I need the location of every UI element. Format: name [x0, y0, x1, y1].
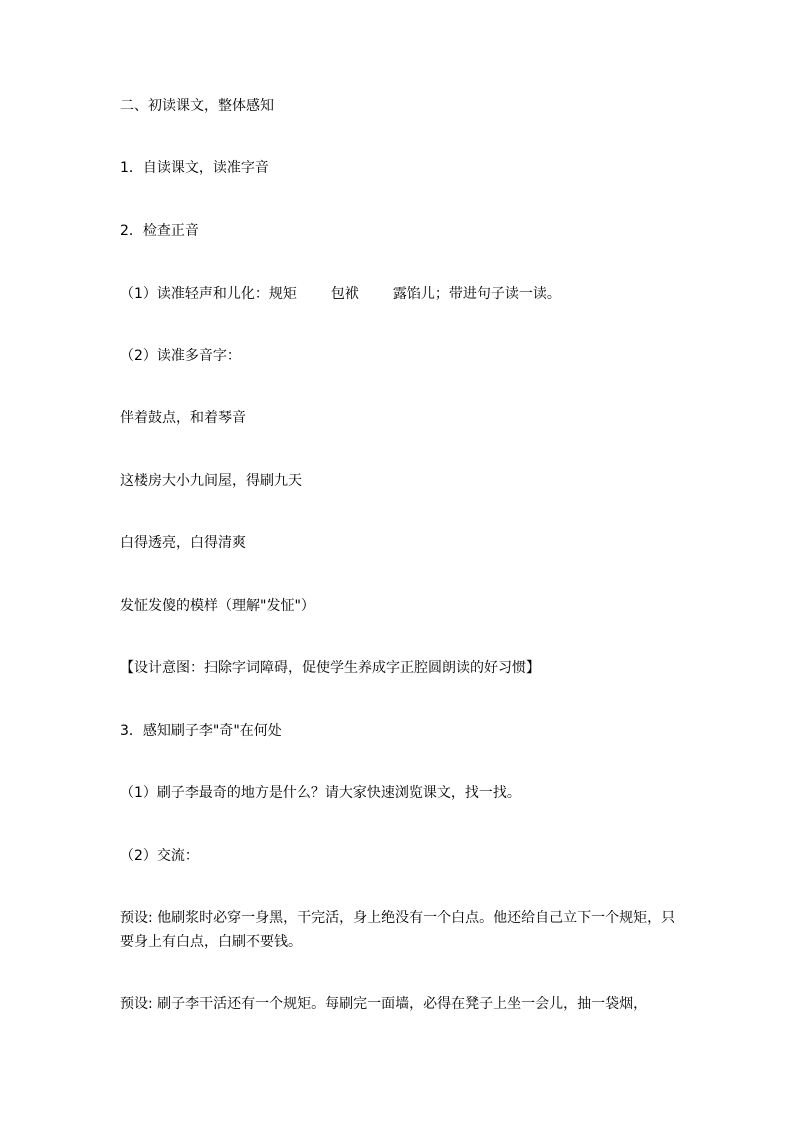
step-perceive: 3．感知刷子李"奇"在何处	[120, 723, 282, 739]
preset-paragraph-2: 预设: 刷子李干活还有一个规矩。每刷完一面墙，必得在凳子上坐一会儿，抽一袋烟，	[120, 996, 648, 1012]
word-luxianer: 露馅儿	[392, 286, 435, 302]
step-read-aloud: 1．自读课文，读准字音	[120, 160, 269, 176]
word-baofu: 包袱	[330, 286, 359, 302]
item-neutral-tone-suffix: ；带进句子读一读。	[434, 286, 561, 302]
item-neutral-tone	[120, 282, 680, 306]
preset-paragraph-1: 预设: 他刷浆时必穿一身黑，干完活，身上绝没有一个白点。他还给自己立下一个规矩，只要身上有白点，白刷不要钱。	[120, 910, 676, 950]
sentence-drum: 伴着鼓点，和着琴音	[120, 410, 246, 426]
question-most-amazing: （1）刷子李最奇的地方是什么？请大家快速浏览课文，找一找。	[120, 785, 521, 801]
sentence-stunned: 发怔发傻的模样（理解"发怔"）	[120, 598, 315, 614]
sentence-white: 白得透亮，白得清爽	[120, 535, 246, 551]
step-check-pronunciation: 2．检查正音	[120, 223, 199, 239]
word-guiju: 规矩	[268, 286, 297, 302]
design-intent: 【设计意图：扫除字词障碍，促使学生养成字正腔圆朗读的好习惯】	[120, 660, 540, 676]
item-neutral-tone-prefix: （1）读准轻声和儿化：	[120, 286, 269, 302]
item-polyphone: （2）读准多音字：	[120, 348, 241, 364]
section-title: 二、初读课文，整体感知	[120, 98, 274, 114]
sentence-building: 这楼房大小九间屋，得刷九天	[120, 473, 302, 489]
exchange-label: （2）交流：	[120, 848, 199, 864]
